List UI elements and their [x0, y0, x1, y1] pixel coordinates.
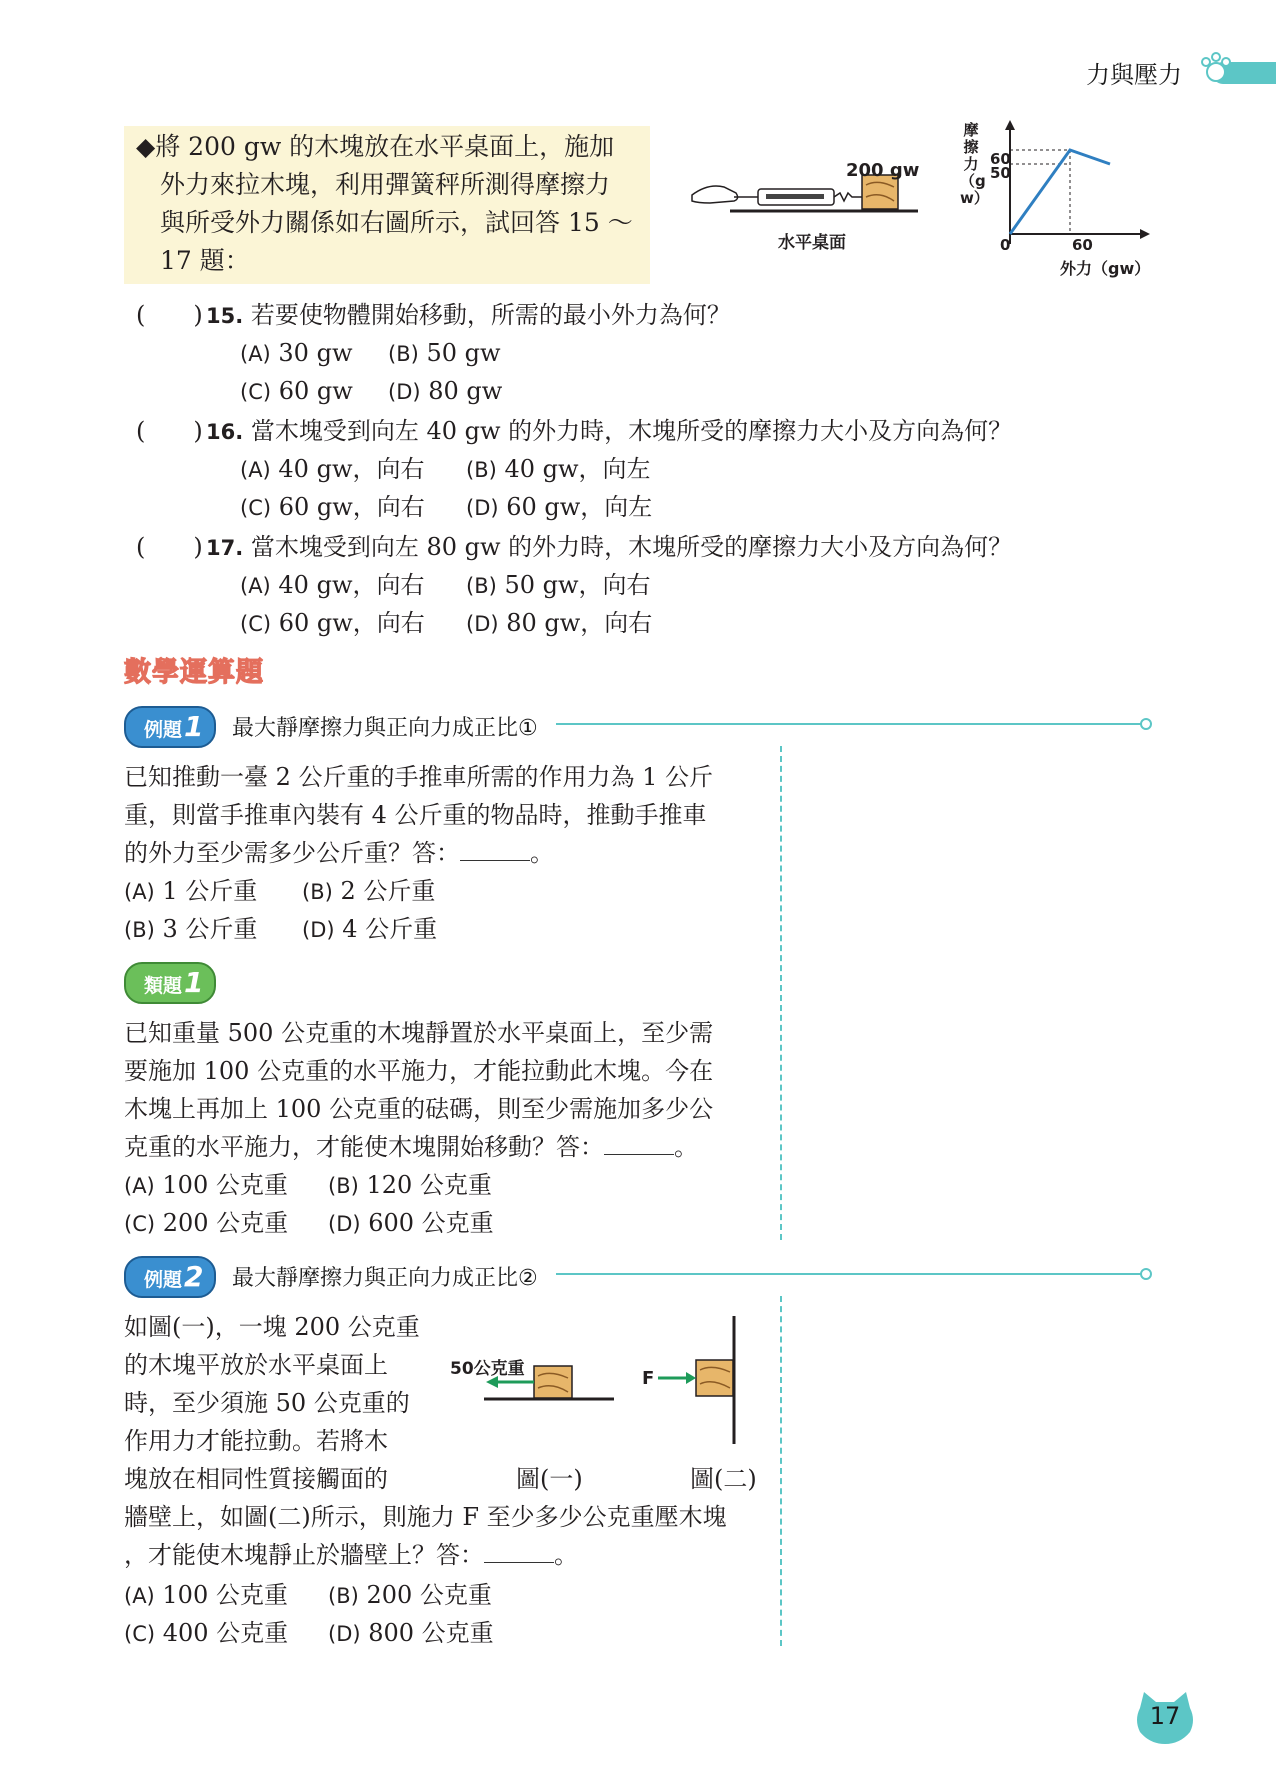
answer-paren[interactable]: ( )	[136, 301, 203, 329]
option[interactable]: (C) 400 公克重	[124, 1619, 289, 1647]
practice-badge: 類題1	[124, 962, 216, 1004]
answer-blank[interactable]	[604, 1128, 674, 1155]
intro-line: 17 題：	[160, 246, 250, 275]
question-text: 當木塊受到向左 80 gw 的外力時，木塊所受的摩擦力大小及方向為何？	[250, 533, 1013, 561]
title-rule-end	[1140, 1268, 1152, 1280]
option[interactable]: (B) 120 公克重	[328, 1171, 492, 1199]
option[interactable]: (B) 50 gw	[388, 339, 501, 367]
title-rule-end	[1140, 718, 1152, 730]
surface-label: 水平桌面	[778, 233, 846, 253]
question-15	[206, 296, 731, 335]
option[interactable]: (A) 100 公克重	[124, 1171, 288, 1199]
work-area-divider	[780, 746, 782, 1240]
example-title: 最大靜摩擦力與正向力成正比①	[232, 716, 538, 741]
option[interactable]: (C) 60 gw，向右	[240, 493, 425, 521]
fig2-force-label: F	[642, 1368, 655, 1389]
option[interactable]: (B) 200 公克重	[328, 1581, 492, 1609]
question-text: 若要使物體開始移動，所需的最小外力為何？	[250, 301, 731, 329]
option[interactable]: (D) 600 公克重	[328, 1209, 494, 1237]
example2-line: 的木塊平放於水平桌面上	[124, 1351, 388, 1379]
example2-line: 如圖(一)，一塊 200 公克重	[124, 1313, 420, 1341]
x-tick-0: 0	[1000, 236, 1011, 254]
intro-line: 與所受外力關係如右圖所示，試回答 15 ～	[160, 208, 633, 237]
option[interactable]: (D) 60 gw，向左	[466, 493, 653, 521]
option[interactable]: (C) 60 gw，向右	[240, 609, 425, 637]
option[interactable]: (C) 200 公克重	[124, 1209, 289, 1237]
option[interactable]: (D) 80 gw，向右	[466, 609, 653, 637]
friction-series-line	[1010, 150, 1110, 234]
option[interactable]: (A) 1 公斤重	[124, 877, 258, 905]
answer-blank[interactable]	[460, 834, 530, 861]
fig1-caption: 圖(一)	[516, 1465, 583, 1493]
option[interactable]: (B) 40 gw，向左	[466, 455, 651, 483]
example2-line: 時，至少須施 50 公克重的	[124, 1389, 410, 1417]
question-number: 16.	[206, 420, 244, 444]
y-axis-arrow	[1005, 120, 1015, 130]
title-rule	[556, 1273, 1142, 1275]
practice1-line: 要施加 100 公克重的水平施力，才能拉動此木塊。今在	[124, 1057, 714, 1085]
x-tick-60: 60	[1072, 236, 1093, 254]
intro-line: 外力來拉木塊，利用彈簧秤所測得摩擦力	[160, 170, 611, 199]
section-title: 數學運算題	[124, 657, 264, 688]
y-tick-60: 60	[990, 150, 1011, 168]
option[interactable]: (A) 30 gw	[240, 339, 353, 367]
figure-2	[640, 1316, 740, 1446]
wood-block	[534, 1366, 572, 1398]
question-text: 當木塊受到向左 40 gw 的外力時，木塊所受的摩擦力大小及方向為何？	[250, 417, 1013, 445]
practice1-line: 克重的水平施力，才能使木塊開始移動？答： 。	[124, 1128, 698, 1166]
option[interactable]: (D) 4 公斤重	[302, 915, 438, 943]
example1-line: 重，則當手推車內裝有 4 公斤重的物品時，推動手推車	[124, 801, 707, 829]
work-area-divider	[780, 1296, 782, 1646]
option[interactable]: (D) 800 公克重	[328, 1619, 494, 1647]
example1-line: 的外力至少需多少公斤重？答： 。	[124, 834, 554, 872]
example2-line: 塊放在相同性質接觸面的	[124, 1465, 388, 1493]
intro-line: ◆將 200 gw 的木塊放在水平桌面上，施加	[136, 132, 615, 161]
example1-line: 已知推動一臺 2 公斤重的手推車所需的作用力為 1 公斤	[124, 763, 714, 791]
example2-line: 牆壁上，如圖(二)所示，則施力 F 至少多少公克重壓木塊	[124, 1503, 727, 1531]
fig2-caption: 圖(二)	[690, 1465, 757, 1493]
paw-icon	[1196, 48, 1236, 88]
option[interactable]: (A) 40 gw，向右	[240, 455, 425, 483]
option[interactable]: (B) 50 gw，向右	[466, 571, 651, 599]
x-axis-label: 外力（gw）	[1060, 259, 1151, 278]
option[interactable]: (B) 3 公斤重	[124, 915, 258, 943]
practice1-line: 已知重量 500 公克重的木塊靜置於水平桌面上，至少需	[124, 1019, 714, 1047]
option[interactable]: (D) 80 gw	[388, 377, 503, 405]
fig1-force-label: 50公克重	[450, 1359, 525, 1379]
arrow-right-icon	[686, 1372, 696, 1384]
block-weight-label: 200 gw	[846, 160, 920, 181]
title-rule	[556, 723, 1142, 725]
answer-blank[interactable]	[484, 1536, 554, 1563]
y-axis-label: 摩擦力（gw）	[960, 121, 989, 207]
x-axis-arrow	[1140, 229, 1150, 239]
wood-block	[696, 1360, 733, 1396]
question-16	[206, 412, 1012, 451]
hand-icon	[692, 186, 738, 203]
example2-line: ，才能使木塊靜止於牆壁上？答： 。	[124, 1536, 578, 1574]
example2-line: 作用力才能拉動。若將木	[124, 1427, 388, 1455]
question-number: 17.	[206, 536, 244, 560]
answer-paren[interactable]: ( )	[136, 533, 203, 561]
option[interactable]: (B) 2 公斤重	[302, 877, 436, 905]
example-badge: 例題2	[124, 1256, 216, 1298]
page-number: 17	[1149, 1702, 1181, 1730]
option[interactable]: (A) 40 gw，向右	[240, 571, 425, 599]
answer-paren[interactable]: ( )	[136, 417, 203, 445]
option[interactable]: (C) 60 gw	[240, 377, 353, 405]
chapter-title: 力與壓力	[1086, 61, 1182, 89]
question-number: 15.	[206, 304, 244, 328]
example-title: 最大靜摩擦力與正向力成正比②	[232, 1266, 538, 1291]
option[interactable]: (A) 100 公克重	[124, 1581, 288, 1609]
practice1-line: 木塊上再加上 100 公克重的砝碼，則至少需施加多少公	[124, 1095, 714, 1123]
question-17	[206, 528, 1012, 567]
example-badge: 例題1	[124, 706, 216, 748]
y-tick-50: 50	[990, 164, 1011, 182]
